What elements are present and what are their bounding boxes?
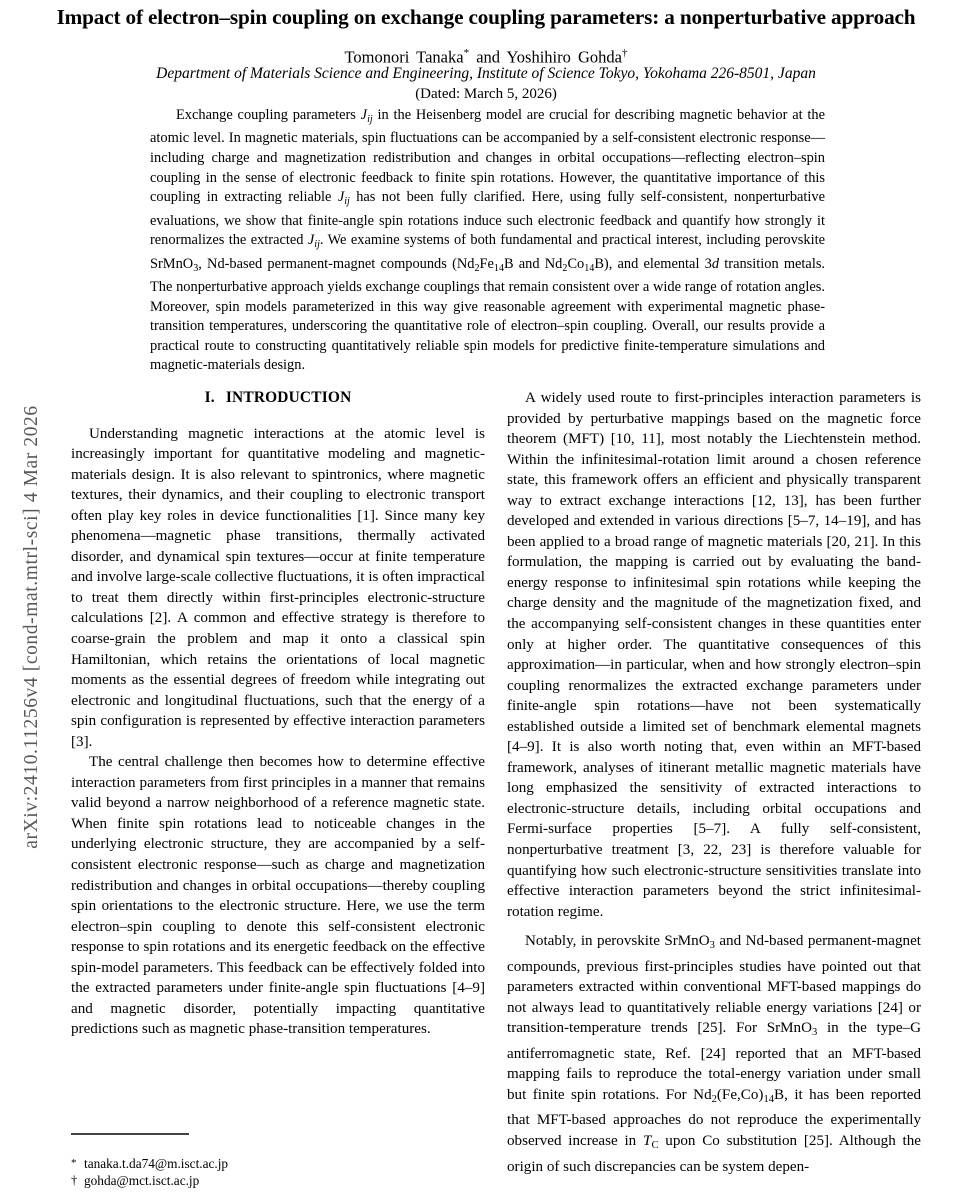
abstract-seg-11: transition metals. The nonperturbative approach yields exchange couplings that remain consistent over a wide range of rotation angles. Moreover, spin models parameterized in this way give reasonable agreement with experimental magnetic phase-transition temperatures, underscoring the quantitative role of electron–spin coupling. Overall, our results provide a practical route to constructing quantitatively reliable spin models for predictive finite-temperature simulations and magnetic-materials design. bbox=[150, 255, 826, 374]
section-number: I. bbox=[204, 389, 215, 406]
footnote-1-email[interactable]: tanaka.t.da74@m.isct.ac.jp bbox=[84, 1156, 229, 1171]
footnote-1 bbox=[71, 1155, 485, 1172]
right-p2-seg-3: in the type–G antiferromagnetic state, Ref. [24] reported that an MFT-based mapping fails to reproduce the total-energy variation under small but finite spin rotations. For Nd bbox=[507, 1020, 921, 1103]
formula-srmno3-sub-c: 3 bbox=[811, 1027, 818, 1039]
right-paragraph-1: A widely used route to first-principles interaction parameters is provided by perturbative mappings based on the magnetic force theorem (MFT) [10, 11], most notably the Liechtenstein method. Within the infinitesimal-rotation limit around a chosen reference state, this framework offers an efficient and physically transparent way to extract exchange interactions [12, 13], has been further developed and extended in various directions [5–7, 14–19], and has been applied to a broad range of magnetic materials [20, 21]. In this formulation, the mapping is carried out by evaluating the band-energy response to infinitesimal spin rotations while keeping the charge density and the magnitude of the magnetization fixed, and the accompanying self-consistent changes in these quantities enter only at higher order. The quantitative consequences of this approximation—in particular, when and how strongly electron–spin coupling renormalizes the extracted exchange parameters under finite-angle spin rotations—have not been systematically established outside a limited set of benchmark elemental magnets [4–9]. It is also worth noting that, even within an MFT-based framework, analyses of itinerant metallic magnetic materials have long emphasized the sensitivity of extracted interactions to electronic-structure details, including orbital occupations and Fermi-surface properties [5–7]. A fully self-consistent, nonperturbative treatment [3, 22, 23] is therefore valuable for quantifying how such electronic-structure sensitivities translate into effective interaction parameters beyond the strict infinitesimal-rotation regime. bbox=[507, 390, 921, 920]
section-title: INTRODUCTION bbox=[225, 389, 352, 406]
abstract-seg-4: . We examine systems of both fundamental and practical interest, including perovskite SrMnO bbox=[150, 232, 825, 272]
math-J-2: J bbox=[337, 189, 345, 206]
formula-nd2-sub-b: 2 bbox=[562, 262, 568, 274]
footnote-2-mark: † bbox=[71, 1173, 78, 1188]
math-J-sub-3: ij bbox=[314, 239, 320, 250]
right-p2-seg-6: upon Co substitution [25]. Although the origin of such discrepancies can be system depen- bbox=[507, 1133, 921, 1175]
math-J-sub-1: ij bbox=[367, 113, 373, 125]
arxiv-stamp: arXiv:2410.11256v4 [cond-mat.mtrl-sci] 4 Mar 2026 bbox=[21, 405, 42, 849]
footnote-block bbox=[71, 1155, 485, 1190]
left-paragraph-2: The central challenge then becomes how to determine effective interaction parameters from first principles in a manner that remains valid beyond a narrow neighborhood of a reference magnetic state. When finite spin rotations lead to noticeable changes in the underlying electronic structure, they are accompanied by a self-consistent electronic response—such as charge and magnetization redistribution and changes in orbital occupations—thereby coupling spin orientations to the electronic structure. Here, we use the term electron–spin coupling to denote this self-consistent electronic response to spin rotations and its energetic feedback on the effective spin-model parameters. This feedback can be effectively folded into the extracted parameters under finite-angle spin fluctuations [4–9] and magnetic disorder, potentially impacting quantitative predictions such as magnetic phase-transition temperatures. bbox=[71, 754, 485, 1038]
formula-srmno3-sub: 3 bbox=[193, 262, 199, 274]
author-2-footnote-mark[interactable]: † bbox=[622, 47, 628, 59]
abstract-seg-1: Exchange coupling parameters bbox=[176, 107, 361, 123]
column-right bbox=[507, 388, 921, 1177]
section-heading-introduction bbox=[71, 388, 485, 409]
author-1-footnote-mark[interactable]: * bbox=[463, 47, 470, 59]
footnote-2 bbox=[71, 1172, 485, 1189]
right-p2-seg-4: (Fe,Co) bbox=[716, 1086, 764, 1103]
math-J-1: J bbox=[360, 107, 368, 123]
formula-fe14-sub: 14 bbox=[493, 262, 504, 274]
column-left bbox=[71, 388, 485, 1040]
formula-nd2-sub-a: 2 bbox=[474, 262, 480, 274]
math-TC-symbol: T bbox=[643, 1133, 652, 1149]
right-paragraph-2 bbox=[507, 931, 921, 1177]
formula-co14-sub: 14 bbox=[584, 262, 595, 274]
page-title: Impact of electron–spin coupling on exchange coupling parameters: a nonperturbative approach bbox=[56, 5, 916, 29]
formula-srmno3-sub-b: 3 bbox=[709, 940, 715, 952]
right-p2-seg-1: Notably, in perovskite SrMnO bbox=[525, 933, 710, 950]
author-1-name: Tomonori Tanaka bbox=[344, 47, 464, 67]
abstract bbox=[150, 106, 825, 376]
abstract-seg-8: Co bbox=[567, 255, 585, 272]
abstract-seg-3: has not been fully clarified. Here, using fully self-consistent, nonperturbative evaluations, we show that finite-angle spin rotations induce such electronic feedback and quantify how strongly it renormalizes the extracted bbox=[150, 189, 825, 249]
dated-line: (Dated: March 5, 2026) bbox=[415, 86, 557, 102]
abstract-paragraph bbox=[150, 106, 825, 376]
abstract-seg-7: B and Nd bbox=[503, 255, 563, 272]
affiliation: Department of Materials Science and Engineering, Institute of Science Tokyo, Yokohama 226-8501, Japan bbox=[156, 65, 816, 82]
math-3d-orbital: d bbox=[711, 255, 720, 272]
abstract-seg-2: in the Heisenberg model are crucial for describing magnetic behavior at the atomic level. In magnetic materials, spin fluctuations can be accompanied by a self-consistent electronic response—including charge and magnetization redistribution and changes in orbital occupations—reflecting electron–spin coupling in the sense of electronic feedback to finite spin rotations. However, the quantitative importance of this coupling in extracting reliable bbox=[150, 107, 825, 206]
footnote-1-mark: * bbox=[71, 1157, 77, 1169]
abstract-seg-6: Fe bbox=[479, 255, 494, 272]
right-p2-seg-2: and Nd-based permanent-magnet compounds, previous first-principles studies have pointed out that parameters extracted within conventional MFT-based mappings do not always lead to quantitatively reliable energy variations [24] or transition-temperature trends [25]. For SrMnO bbox=[507, 933, 921, 1037]
footnote-divider bbox=[71, 1133, 189, 1135]
left-paragraph-1: Understanding magnetic interactions at the atomic level is increasingly important for quantitative modeling and magnetic-materials design. It is also relevant to spintronics, where magnetic textures, their dynamics, and their coupling to electronic transport often play key roles in device functionalities [1]. Since many key phenomena—magnetic phase transitions, thermally activated disorder, and dynamical spin textures—occur at finite temperature and involve large-scale collective fluctuations, it is often impractical to treat them directly within first-principles electronic-structure calculations [2]. A common and effective strategy is therefore to coarse-grain the problem and map it onto a classical spin Hamiltonian, which retains the orientations of local magnetic moments as the essential degrees of freedom while integrating out electronic and longitudinal fluctuations, such that the energy of a spin configuration is represented by effective interaction parameters [3]. bbox=[71, 425, 485, 750]
formula-feco14-sub: 14 bbox=[763, 1093, 775, 1105]
math-J-3: J bbox=[307, 232, 315, 249]
abstract-seg-5: , Nd-based permanent-magnet compounds (Nd bbox=[198, 255, 475, 272]
abstract-seg-9: B), and elemental 3 bbox=[594, 255, 712, 272]
author-2-name: Yoshihiro Gohda bbox=[506, 47, 622, 67]
math-TC-sub: C bbox=[651, 1139, 659, 1151]
footnote-2-email[interactable]: gohda@mct.isct.ac.jp bbox=[84, 1173, 200, 1189]
math-J-sub-2: ij bbox=[344, 196, 350, 207]
right-p2-seg-5: B, it has been reported that MFT-based approaches do not reproduce the experimentally observed increase in bbox=[507, 1086, 921, 1149]
formula-nd2-sub-c: 2 bbox=[711, 1093, 717, 1105]
author-conjunction: and bbox=[476, 47, 501, 67]
